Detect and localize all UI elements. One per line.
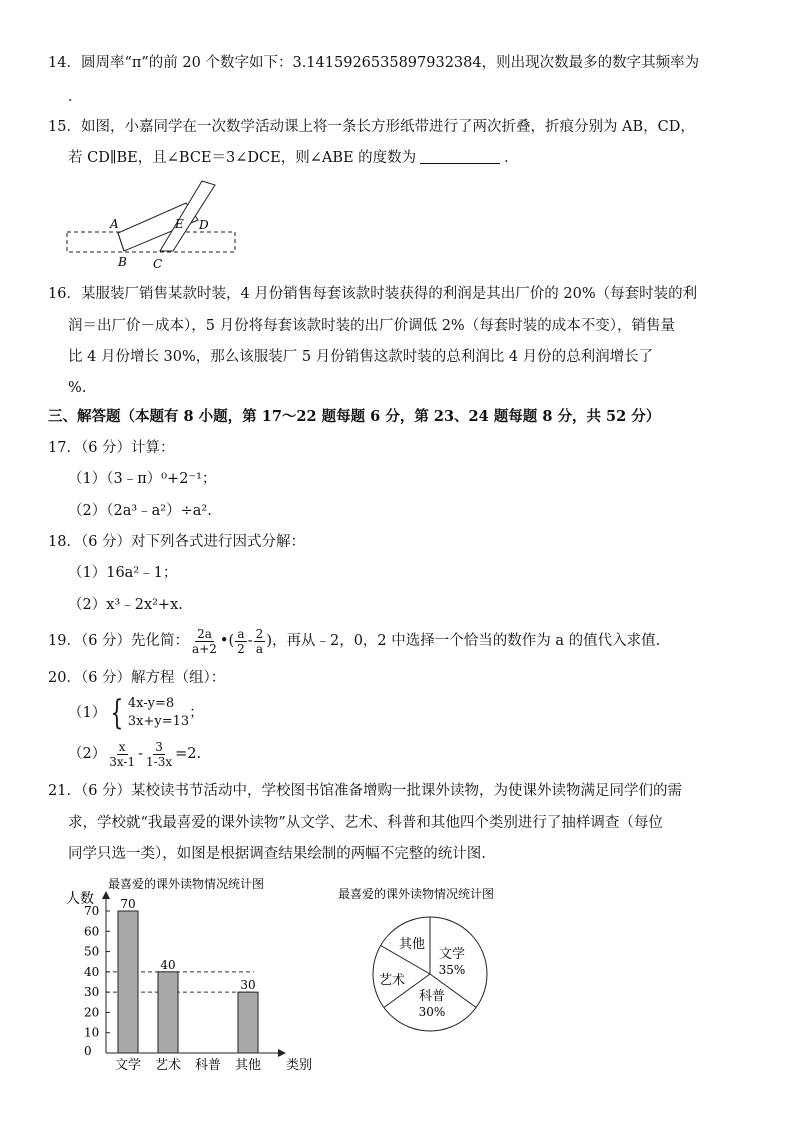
bar — [118, 911, 138, 1053]
bar-data-label: 40 — [160, 957, 176, 972]
q17-part1-label: （1） — [68, 471, 107, 487]
q19-tail: )，再从﹣2，0，2 中选择一个恰当的数作为 a 的值代入求值. — [266, 633, 661, 649]
label-E: E — [175, 217, 184, 231]
q15-line1 — [48, 117, 695, 137]
y-tick-label: 0 — [84, 1044, 92, 1058]
q19-head: （6 分）先化简： — [80, 633, 190, 649]
q17-number: 17． — [48, 440, 81, 456]
pie-slice-label: 科普 — [418, 989, 446, 1004]
q20-part1-end: ； — [189, 705, 204, 721]
q20-system — [128, 695, 189, 731]
q15-number: 15． — [48, 119, 81, 135]
q18-head: （6 分）对下列各式进行因式分解： — [80, 534, 306, 550]
q20-part2-end: =2. — [175, 746, 202, 762]
q21-line3: 同学只选一类），如图是根据调查结果绘制的两幅不完整的统计图. — [68, 846, 486, 862]
x-axis-label: 类别 — [286, 1058, 313, 1073]
q14-line1 — [48, 53, 699, 73]
label-C: C — [153, 257, 163, 270]
q20-fraction-2: $\frac{3}{1-3x}$ — [146, 739, 173, 769]
q19-fraction-2: $\frac{a}{2}$ — [237, 626, 245, 656]
y-tick-label: 60 — [84, 924, 100, 939]
y-axis-arrow — [102, 891, 110, 899]
q15-text1: 如图，小嘉同学在一次数学活动课上将一条长方形纸带进行了两次折叠，折痕分别为 AB，CD， — [80, 119, 695, 135]
q21-number: 21． — [48, 783, 81, 799]
q15-end: ． — [504, 150, 519, 166]
y-tick-label: 70 — [84, 904, 100, 918]
q17-part1-expr: （3﹣π）⁰+2⁻¹； — [106, 471, 217, 487]
bar-chart — [60, 873, 330, 1073]
q16-line1 — [48, 284, 697, 304]
q20-part2-label: （2） — [68, 746, 107, 762]
bar-chart-title: 最喜爱的课外读物情况统计图 — [108, 877, 265, 891]
q14-text: 圆周率“π”的前 20 个数字如下：3.1415926535897932384，则出现次数最多的数字其频率为 — [80, 55, 700, 71]
x-tick-label: 其他 — [234, 1058, 262, 1073]
q16-text1: 某服装厂销售某款时装，4 月份销售每套该款时装获得的利润是其出厂价的 20%（每套时装的利 — [80, 286, 698, 302]
q20-minus: - — [138, 746, 144, 762]
pie-slice-value: 35% — [438, 963, 466, 977]
y-tick-label: 10 — [84, 1025, 100, 1040]
pie-slice-label: 文学 — [438, 947, 466, 962]
q15-text2: 若 CD∥BE，且∠BCE＝3∠DCE，则∠ABE 的度数为 — [68, 150, 417, 166]
bar — [238, 992, 258, 1053]
q20-eq1: 4x-y=8 — [127, 696, 175, 711]
q17-part2-label: （2） — [68, 503, 107, 519]
y-tick-label: 30 — [84, 985, 100, 1000]
pie-chart-title: 最喜爱的课外读物情况统计图 — [338, 887, 495, 901]
q15-line2 — [68, 148, 519, 168]
bar-data-label: 30 — [240, 978, 256, 993]
x-tick-label: 艺术 — [154, 1058, 182, 1073]
q18-line — [48, 532, 305, 552]
pie-chart — [330, 880, 540, 1040]
q17-part2-expr: （2a³﹣a²）÷a². — [106, 503, 212, 519]
q15-answer-blank[interactable] — [420, 149, 500, 164]
q20-part1-label: （1） — [68, 705, 107, 721]
pie-slice-label: 艺术 — [378, 973, 406, 988]
label-D: D — [199, 218, 209, 232]
q19-fraction-1: $\frac{2a}{a+2}$ — [192, 626, 217, 656]
pie-slice-label: 其他 — [398, 937, 426, 952]
y-tick-label: 20 — [84, 1005, 100, 1020]
q20-part1 — [68, 693, 204, 733]
q18-part2: （2）x³﹣2x²+x. — [68, 597, 183, 613]
q20-number: 20． — [48, 670, 81, 686]
q21-text1: （6 分）某校读书节活动中，学校图书馆准备增购一批课外读物，为使课外读物满足同学们的需 — [80, 783, 683, 799]
q19-line — [48, 626, 660, 656]
section-3-heading: 三、解答题（本题有 8 小题，第 17～22 题每题 6 分，第 23、24 题每题 8 分，共 52 分） — [48, 408, 661, 425]
pie-slice-value: 30% — [418, 1005, 446, 1019]
q18-part1: （1）16a²﹣1； — [68, 565, 178, 581]
bar-data-label: 70 — [120, 897, 136, 911]
q19-fraction-3: $\frac{2}{a}$ — [255, 626, 264, 656]
q17-line — [48, 438, 175, 458]
q16-line4: %. — [68, 380, 87, 396]
y-tick-label: 40 — [84, 964, 100, 979]
x-tick-label: 科普 — [194, 1058, 222, 1073]
x-tick-label: 文学 — [114, 1058, 142, 1073]
q17-head: （6 分）计算： — [80, 440, 175, 456]
q21-line1 — [48, 781, 682, 801]
q19-dot: • — [219, 633, 229, 649]
bar — [158, 972, 178, 1053]
q16-line2: 润＝出厂价－成本），5 月份将每套该款时装的出厂价调低 2%（每套时装的成本不变），销售量 — [68, 318, 675, 334]
q21-line2: 求，学校就“我最喜爱的课外读物”从文学、艺术、科普和其他四个类别进行了抽样调查（每位 — [68, 815, 663, 831]
q20-line — [48, 668, 225, 688]
y-tick-label: 50 — [84, 944, 100, 959]
q15-folding-figure — [60, 178, 250, 270]
q20-part2 — [68, 738, 201, 770]
q17-part1 — [68, 469, 216, 489]
q20-fraction-1: $\frac{x}{3x-1}$ — [109, 739, 136, 769]
q20-eq2: 3x+y=13 — [127, 714, 190, 729]
x-axis-arrow — [278, 1049, 286, 1057]
q17-part2 — [68, 501, 212, 521]
q16-number: 16． — [48, 286, 81, 302]
q19-minus: - — [247, 633, 253, 649]
q14-line2: ． — [68, 89, 83, 105]
q18-number: 18． — [48, 534, 81, 550]
q20-head: （6 分）解方程（组）： — [80, 670, 226, 686]
q19-lparen: ( — [228, 633, 235, 649]
label-A: A — [110, 217, 119, 231]
y-axis-label: 人数 — [66, 891, 94, 907]
label-B: B — [118, 255, 127, 269]
q14-number: 14． — [48, 55, 81, 71]
q16-line3: 比 4 月份增长 30%，那么该服装厂 5 月份销售这款时装的总利润比 4 月份的总利润增长了 — [68, 349, 654, 365]
q20-system-brace: { — [110, 693, 124, 733]
q19-number: 19． — [48, 633, 81, 649]
